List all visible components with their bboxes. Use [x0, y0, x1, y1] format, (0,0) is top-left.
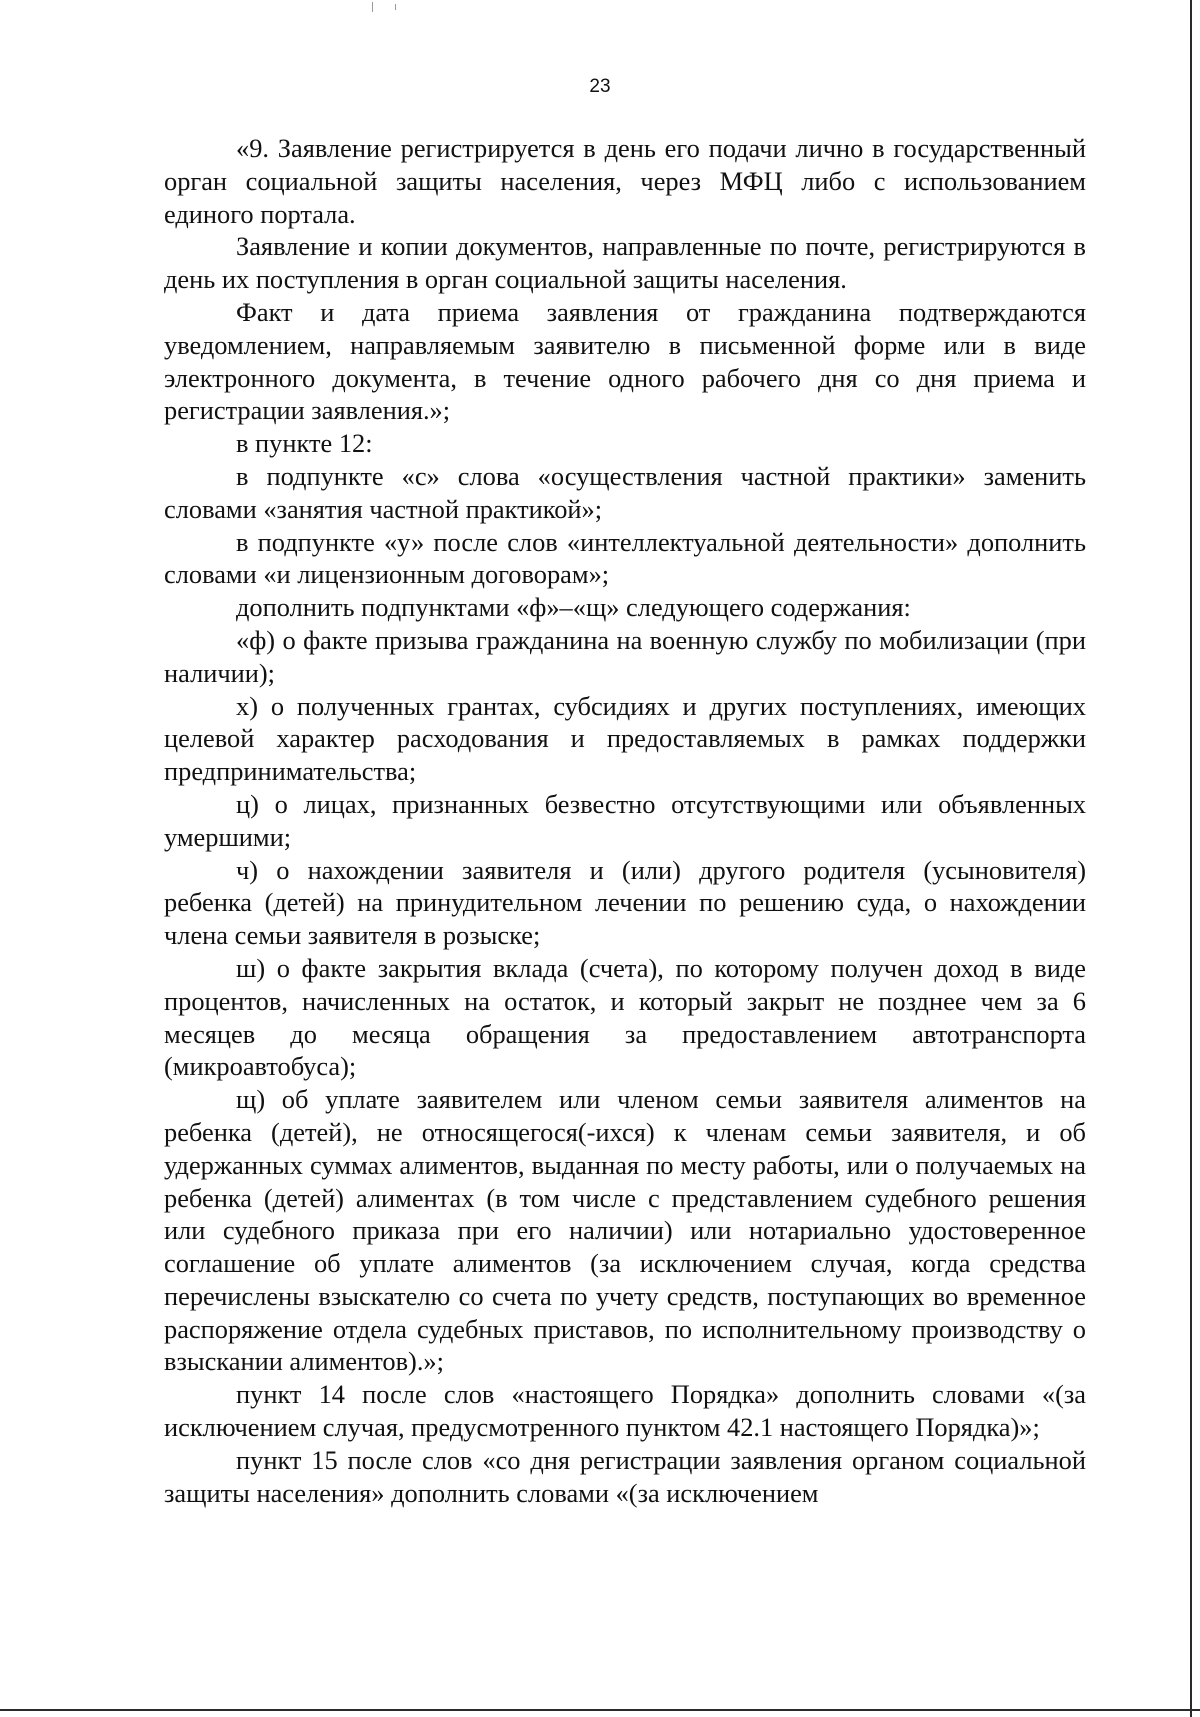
paragraph: «ф) о факте призыва гражданина на военную службу по мобилизации (при наличии);	[164, 624, 1086, 688]
document-body	[164, 132, 1086, 1509]
paragraph: Заявление и копии документов, направленные по почте, регистрируются в день их поступления в орган социальной защиты населения.	[164, 231, 1086, 295]
paragraph: в подпункте «с» слова «осуществления частной практики» заменить словами «занятия частной практикой»;	[164, 460, 1086, 524]
scan-speck	[372, 2, 373, 12]
paragraph: ч) о нахождении заявителя и (или) другого родителя (усыновителя) ребенка (детей) на принудительном лечении по решению суда, о нахождении члена семьи заявителя в розыске;	[164, 854, 1086, 951]
paragraph: х) о полученных грантах, субсидиях и других поступлениях, имеющих целевой характер расходования и предоставляемых в рамках поддержки предпринимательства;	[164, 690, 1086, 787]
page-number: 23	[589, 76, 611, 97]
paragraph: дополнить подпунктами «ф»–«щ» следующего содержания:	[236, 592, 911, 623]
paragraph: в пункте 12:	[236, 428, 373, 459]
paragraph: пункт 15 после слов «со дня регистрации заявления органом социальной защиты населения» дополнить словами «(за исключением	[164, 1444, 1086, 1508]
scan-right-edge	[1190, 0, 1192, 1717]
paragraph: щ) об уплате заявителем или членом семьи заявителя алиментов на ребенка (детей), не относящегося(-ихся) к членам семьи заявителя, и об удержанных суммах алиментов, выданная по месту работы, или о получаемых на ребенка (детей) алиментах (в том числе с представлением судебного решения или судебного приказа при его наличии) или нотариально удостоверенное соглашение об уплате алиментов (за исключением случая, когда средства перечислены взыскателю со счета по учету средств, поступающих во временное распоряжение отдела судебных приставов, по исполнительному производству о взыскании алиментов).»;	[164, 1084, 1086, 1377]
scan-bottom-edge	[0, 1709, 1200, 1711]
paragraph: пункт 14 после слов «настоящего Порядка» дополнить словами «(за исключением случая, предусмотренного пунктом 42.1 настоящего Порядка)»;	[164, 1379, 1086, 1443]
paragraph: «9. Заявление регистрируется в день его подачи лично в государственный орган социальной защиты населения, через МФЦ либо с использованием единого портала.	[164, 133, 1086, 229]
paragraph: ц) о лицах, признанных безвестно отсутствующими или объявленных умершими;	[164, 788, 1086, 852]
scan-speck	[395, 4, 396, 10]
paragraph: Факт и дата приема заявления от гражданина подтверждаются уведомлением, направляемым заявителю в письменной форме или в виде электронного документа, в течение одного рабочего дня со дня приема и регистрации заявления.»;	[164, 296, 1086, 426]
paragraph: в подпункте «у» после слов «интеллектуальной деятельности» дополнить словами «и лицензионным договорам»;	[164, 526, 1086, 590]
paragraph: ш) о факте закрытия вклада (счета), по которому получен доход в виде процентов, начисленных на остаток, и который закрыт не позднее чем за 6 месяцев до месяца обращения за предоставлением автотранспорта (микроавтобуса);	[164, 952, 1086, 1082]
